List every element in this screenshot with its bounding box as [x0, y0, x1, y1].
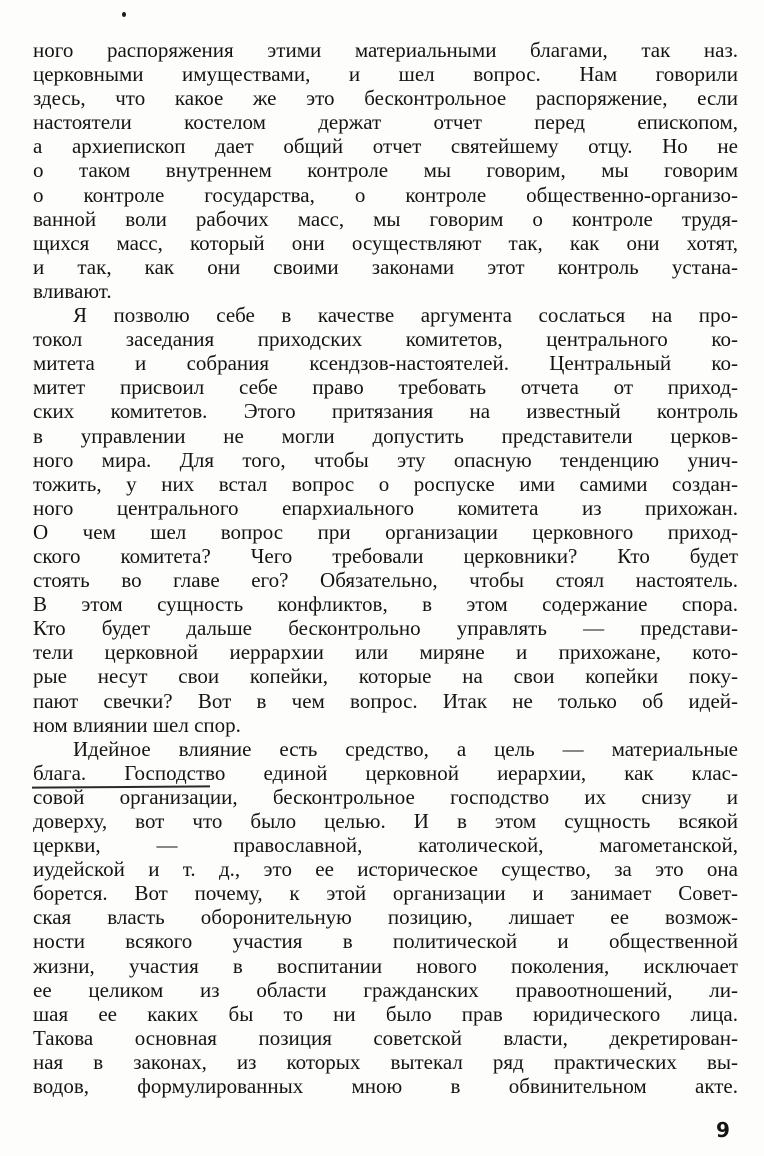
text-line: церковными имуществами, и шел вопрос. Нам говорили [33, 62, 738, 87]
text-line: о таком внутреннем контроле мы говорим, мы говорим [33, 158, 738, 183]
text-line: ного распоряжения этими материальными благами, так наз. [33, 38, 738, 62]
text-line: и так, как они своими законами этот контроль устана- [33, 254, 738, 279]
text-line: ская власть оборонительную позицию, лишает ее возмож- [33, 905, 738, 930]
text-line: ского комитета? Чего требовали церковники? Кто будет [33, 543, 738, 568]
text-line: ности всякого участия в политической и общественной [33, 929, 738, 954]
paragraph-first-line: Я позволю себе в качестве аргумента сослаться на про- [73, 303, 738, 328]
text-line: шая ее каких бы то ни было прав юридического лица. [33, 1001, 738, 1026]
text-line: здесь, что какое же это бесконтрольное распоряжение, если [33, 86, 738, 111]
text-line: ного мира. Для того, чтобы эту опасную тенденцию унич- [33, 447, 738, 472]
text-line: стоять во главе его? Обязательно, чтобы стоял настоятель. [33, 568, 738, 593]
text-line: щихся масс, который они осуществляют так, как они хотят, [33, 230, 738, 255]
text-line: совой организации, бесконтрольное господство их снизу и [33, 784, 738, 809]
text-line: рые несут свои копейки, которые на свои копейки поку- [33, 664, 738, 689]
text-line: митета и собрания ксендзов-настоятелей. Центральный ко- [33, 351, 738, 376]
paragraph-first-line: Идейное влияние есть средство, а цель — материальные [73, 736, 738, 761]
text-line: ских комитетов. Этого притязания на известный контроль [33, 399, 738, 424]
text-line: ного центрального епархиального комитета из прихожан. [33, 495, 738, 520]
page-number: 9 [716, 1118, 730, 1142]
text-line: тожить, у них встал вопрос о роспуске ими самими создан- [33, 471, 738, 496]
text-line: иудейской и т. д., это ее историческое существо, за это она [33, 857, 738, 882]
text-line: блага. Господство единой церковной иерархии, как клас- [33, 760, 738, 785]
text-line: ном влиянии шел спор. [33, 712, 241, 737]
text-line: борется. Вот почему, к этой организации и занимает Совет- [33, 881, 738, 906]
text-line: ная в законах, из которых вытекал ряд практических вы- [33, 1049, 738, 1074]
text-line: Такова основная позиция советской власти, декретирован- [33, 1025, 738, 1050]
text-line: а архиепископ дает общий отчет святейшему отцу. Но не [33, 134, 738, 159]
text-line: ванной воли рабочих масс, мы говорим о контроле трудя- [33, 206, 738, 231]
body-text [33, 38, 738, 1098]
text-line: О чем шел вопрос при организации церковного приход- [33, 519, 738, 544]
ink-speck [122, 12, 126, 17]
text-line: жизни, участия в воспитании нового поколения, исключает [33, 953, 738, 978]
text-line: вливают. [33, 278, 112, 303]
text-line: митет присвоил себе право требовать отчета от приход- [33, 375, 738, 400]
text-line: токол заседания приходских комитетов, центрального ко- [33, 327, 738, 352]
text-line: настоятели костелом держат отчет перед епископом, [33, 110, 738, 135]
text-line: пают свечки? Вот в чем вопрос. Итак не только об идей- [33, 688, 738, 713]
text-line: о контроле государства, о контроле общественно-организо- [33, 182, 738, 207]
text-line: доверху, вот что было целью. И в этом сущность всякой [33, 809, 738, 833]
text-line: в управлении не могли допустить представители церков- [33, 423, 738, 448]
text-line: Кто будет дальше бесконтрольно управлять — представи- [33, 616, 738, 641]
text-line: В этом сущность конфликтов, в этом содержание спора. [33, 592, 738, 617]
text-line: тели церковной иеррархии или миряне и прихожане, кото- [33, 640, 738, 665]
text-line: церкви, — православной, католической, магометанской, [33, 833, 738, 858]
text-line: водов, формулированных мною в обвинительном акте. [33, 1074, 738, 1099]
text-line: ее целиком из области гражданских правоотношений, ли- [33, 977, 738, 1002]
